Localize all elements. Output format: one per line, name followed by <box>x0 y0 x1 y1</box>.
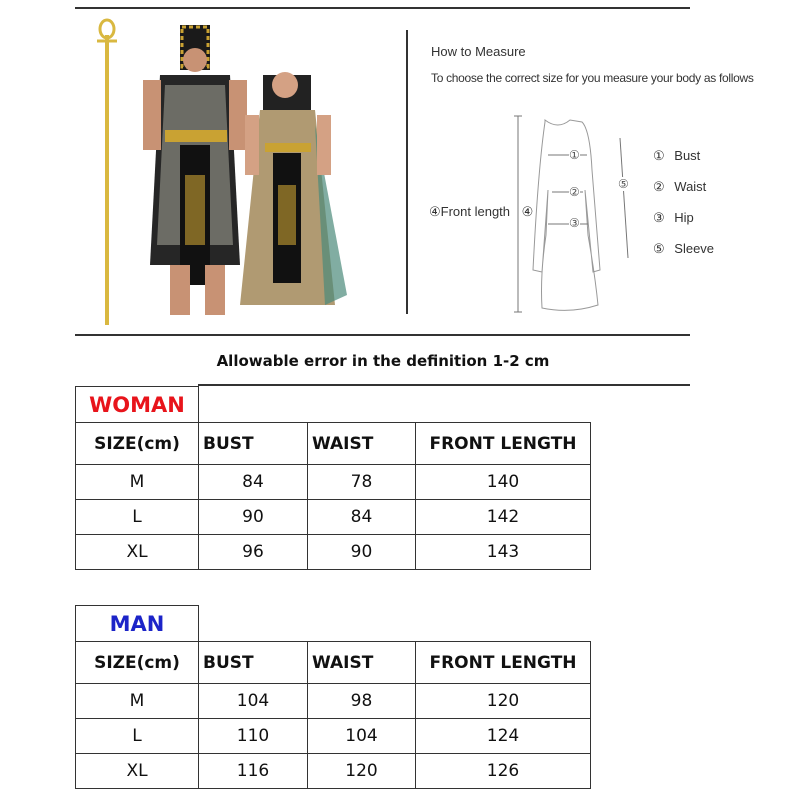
legend-hip <box>653 210 694 226</box>
header-bust: BUST <box>199 642 308 684</box>
cell-bust: 96 <box>199 535 308 570</box>
table-row <box>76 465 591 500</box>
legend-num: ③ <box>653 210 665 225</box>
title-spacer <box>199 606 591 642</box>
legend-num: ① <box>653 148 665 163</box>
cell-front-length: 143 <box>416 535 591 570</box>
cell-front-length: 142 <box>416 500 591 535</box>
allowable-error-note: Allowable error in the definition 1-2 cm <box>216 352 550 370</box>
legend-label: Sleeve <box>674 241 715 256</box>
cell-waist: 90 <box>308 535 416 570</box>
legend-label: Bust <box>674 148 701 163</box>
bust-marker: ① <box>569 148 580 162</box>
header-size: SIZE(cm) <box>76 423 199 465</box>
legend-label: Waist <box>674 179 707 194</box>
cell-waist: 104 <box>308 719 416 754</box>
divider-vertical <box>406 30 408 314</box>
cell-bust: 110 <box>199 719 308 754</box>
divider-top <box>75 7 690 9</box>
cell-bust: 116 <box>199 754 308 789</box>
table-header <box>76 642 591 684</box>
legend-label: Hip <box>674 210 694 225</box>
sleeve-marker: ⑤ <box>618 177 629 191</box>
header-bust: BUST <box>199 423 308 465</box>
cell-size: M <box>76 684 199 719</box>
cell-bust: 90 <box>199 500 308 535</box>
dress-diagram-icon <box>500 110 650 320</box>
cell-size: L <box>76 719 199 754</box>
egyptian-costume-photo <box>85 15 385 333</box>
cell-waist: 98 <box>308 684 416 719</box>
legend-bust <box>653 148 700 164</box>
cell-waist: 78 <box>308 465 416 500</box>
legend-waist <box>653 179 706 195</box>
front-length-marker: ④ <box>521 204 534 219</box>
cell-waist: 120 <box>308 754 416 789</box>
table-row <box>76 754 591 789</box>
table-row <box>76 684 591 719</box>
cell-front-length: 124 <box>416 719 591 754</box>
header-waist: WAIST <box>308 642 416 684</box>
header-size: SIZE(cm) <box>76 642 199 684</box>
man-size-table <box>75 605 591 789</box>
cell-bust: 84 <box>199 465 308 500</box>
divider-middle <box>75 334 690 336</box>
header-front-length: FRONT LENGTH <box>416 423 591 465</box>
legend-sleeve <box>653 241 714 257</box>
how-to-measure-title: How to Measure <box>431 44 526 59</box>
waist-marker: ② <box>569 185 580 199</box>
cell-front-length: 126 <box>416 754 591 789</box>
cell-front-length: 120 <box>416 684 591 719</box>
cell-size: XL <box>76 754 199 789</box>
table-row <box>76 500 591 535</box>
cell-waist: 84 <box>308 500 416 535</box>
cell-size: M <box>76 465 199 500</box>
cell-front-length: 140 <box>416 465 591 500</box>
table-header <box>76 423 591 465</box>
table-row <box>76 535 591 570</box>
front-length-text: ④Front length <box>429 204 511 219</box>
header-front-length: FRONT LENGTH <box>416 642 591 684</box>
legend-num: ⑤ <box>653 241 665 256</box>
man-title: MAN <box>76 606 199 642</box>
woman-size-table <box>75 386 591 570</box>
cell-bust: 104 <box>199 684 308 719</box>
title-spacer <box>199 387 591 423</box>
hip-marker: ③ <box>569 216 580 230</box>
cell-size: XL <box>76 535 199 570</box>
table-row <box>76 719 591 754</box>
header-waist: WAIST <box>308 423 416 465</box>
cell-size: L <box>76 500 199 535</box>
legend-num: ② <box>653 179 665 194</box>
how-to-measure-subtitle: To choose the correct size for you measure your body as follows <box>431 71 754 85</box>
woman-title: WOMAN <box>76 387 199 423</box>
